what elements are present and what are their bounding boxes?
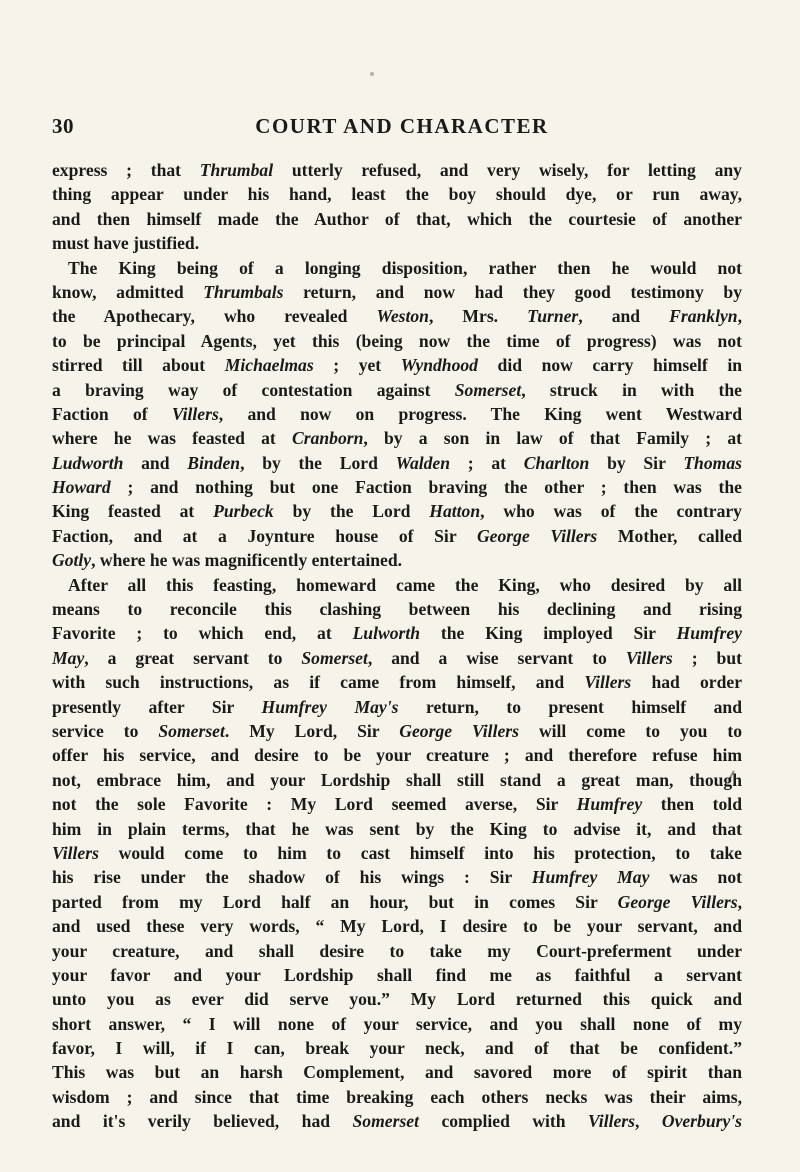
text-line: May, a great servant to Somerset, and a wise servant to Villers ; but bbox=[52, 647, 742, 668]
page-number: 30 bbox=[52, 114, 74, 138]
text-line: not, embrace him, and your Lordship shall still stand a great man, though bbox=[52, 769, 742, 790]
text-line: his rise under the shadow of his wings : Sir Humfrey May was not bbox=[52, 867, 742, 888]
text-line: favor, I will, if I can, break your neck, and of that be confident.” bbox=[52, 1038, 742, 1059]
text-line: King feasted at Purbeck by the Lord Hatton, who was of the contrary bbox=[52, 501, 742, 522]
text-line: the Apothecary, who revealed Weston, Mrs. Turner, and Franklyn, bbox=[52, 306, 742, 327]
text-line: presently after Sir Humfrey May's return, to present himself and bbox=[52, 696, 742, 717]
text-line: Ludworth and Binden, by the Lord Walden ; at Charlton by Sir Thomas bbox=[52, 452, 742, 473]
text-line: express ; that Thrumbal utterly refused, and very wisely, for letting any bbox=[52, 160, 742, 180]
text-line: unto you as ever did serve you.” My Lord returned this quick and bbox=[52, 989, 742, 1010]
text-line: Faction of Villers, and now on progress. The King went Westward bbox=[52, 403, 742, 424]
body-text bbox=[52, 158, 742, 1134]
text-line: your creature, and shall desire to take my Court-preferment under bbox=[52, 940, 742, 961]
text-line: After all this feasting, homeward came the King, who desired by all bbox=[68, 574, 742, 595]
text-line: your favor and your Lordship shall find me as faithful a servant bbox=[52, 964, 742, 985]
text-line: parted from my Lord half an hour, but in comes Sir George Villers, bbox=[52, 891, 742, 912]
text-line: wisdom ; and since that time breaking each others necks was their aims, bbox=[52, 1086, 742, 1107]
text-line: Favorite ; to which end, at Lulworth the King imployed Sir Humfrey bbox=[52, 623, 742, 644]
text-line: a braving way of contestation against Somerset, struck in with the bbox=[52, 379, 742, 400]
text-line: means to reconcile this clashing between his declining and rising bbox=[52, 599, 742, 620]
text-line: Gotly, where he was magnificently entertained. bbox=[52, 550, 403, 571]
text-line: and then himself made the Author of that, which the courtesie of another bbox=[52, 208, 742, 229]
text-line: offer his service, and desire to be your creature ; and therefore refuse him bbox=[52, 745, 742, 766]
text-line: and it's verily believed, had Somerset complied with Villers, Overbury's bbox=[52, 1111, 743, 1132]
text-line: must have justified. bbox=[52, 233, 200, 254]
text-line: thing appear under his hand, least the boy should dye, or run away, bbox=[52, 184, 742, 205]
text-line: Faction, and at a Joynture house of Sir George Villers Mother, called bbox=[52, 525, 742, 546]
text-line: stirred till about Michaelmas ; yet Wyndhood did now carry himself in bbox=[52, 355, 742, 376]
text-line: The King being of a longing disposition, rather then he would not bbox=[68, 257, 742, 278]
text-line: short answer, “ I will none of your service, and you shall none of my bbox=[52, 1013, 742, 1034]
text-line: Howard ; and nothing but one Faction braving the other ; then was the bbox=[52, 477, 742, 498]
text-line: not the sole Favorite : My Lord seemed averse, Sir Humfrey then told bbox=[52, 794, 742, 815]
text-line: service to Somerset. My Lord, Sir George Villers will come to you to bbox=[52, 720, 743, 741]
text-line: and used these very words, “ My Lord, I desire to be your servant, and bbox=[52, 916, 742, 937]
text-line: him in plain terms, that he was sent by the King to advise it, and that bbox=[52, 818, 742, 839]
text-line: This was but an harsh Complement, and savored more of spirit than bbox=[52, 1062, 742, 1083]
text-line: with such instructions, as if came from himself, and Villers had order bbox=[52, 672, 743, 693]
text-line: Villers would come to him to cast himself into his protection, to take bbox=[52, 842, 742, 863]
text-line: know, admitted Thrumbals return, and now had they good testimony by bbox=[52, 281, 742, 302]
text-line: where he was feasted at Cranborn, by a son in law of that Family ; at bbox=[52, 428, 742, 449]
paper-speck bbox=[370, 72, 374, 76]
text-line: to be principal Agents, yet this (being now the time of progress) was not bbox=[52, 330, 742, 351]
running-title: COURT AND CHARACTER bbox=[255, 114, 549, 138]
page-header bbox=[52, 114, 752, 144]
